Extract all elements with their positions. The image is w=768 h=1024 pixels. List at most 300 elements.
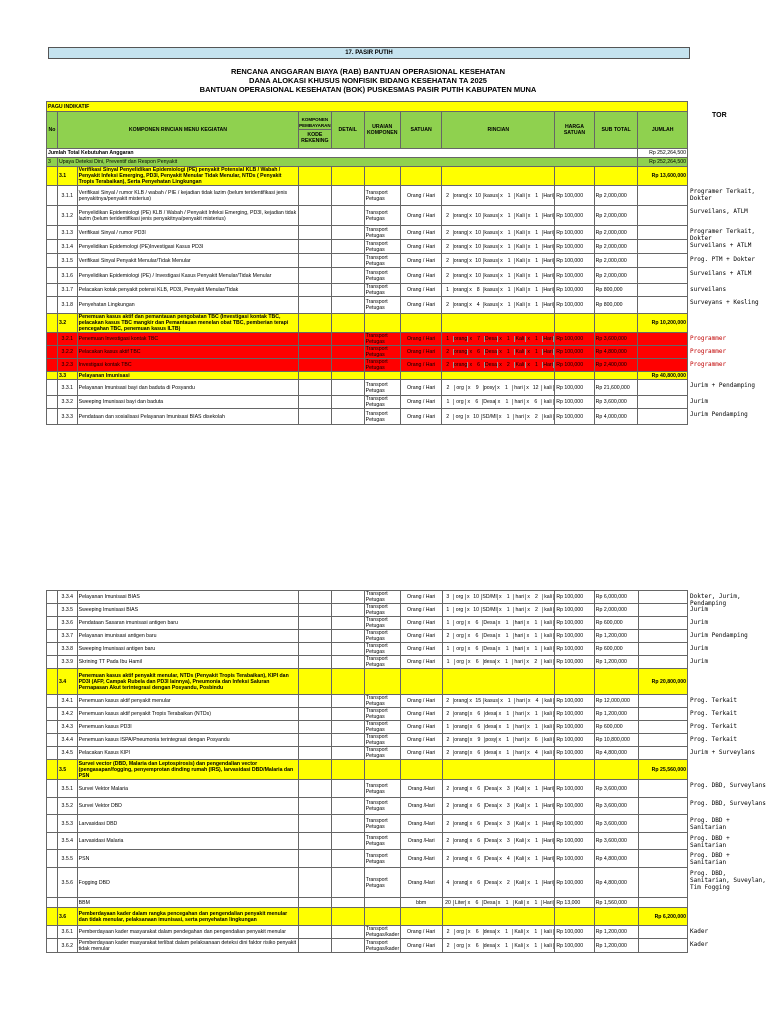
- row-spacer: [47, 409, 58, 425]
- item-harga: Rp 100,000: [555, 850, 594, 868]
- rincian-q3: 1: [502, 750, 514, 756]
- group-label: Penemuan kasus aktif penyakit menular, NTDs (Penyakit Tropis Terabaikan), KIPI dan PD3I (AFP, Campak Rubela dan PD3I lainnya), Pneumonia dan Infeksi Saluran Pernapasan Akut terintegrasi dengan Posyandu, Posbindu: [77, 669, 298, 695]
- kode-rekening-cell: [299, 617, 332, 630]
- kode-rekening-cell: [298, 409, 331, 425]
- rincian-q3: 3: [503, 838, 515, 844]
- item-satuan: Orang / Hari: [400, 297, 442, 314]
- group-label: Survei vector (DBD, Malaria dan Leptospirosis) dan pengendalian vector (pengasapan/fogging, penyemprotan dinding rumah (IRS), larvasidasi DBD/Malaria dan PSN: [77, 760, 298, 780]
- tor-note: surveilans: [690, 285, 727, 293]
- rincian-q3: 1: [504, 287, 515, 293]
- item-satuan: Orang / Hari: [400, 206, 442, 226]
- total-amount: Rp 252,264,500: [638, 149, 688, 158]
- rincian-u2: kasus: [484, 212, 498, 219]
- rincian-u1: org: [455, 385, 467, 391]
- multiply-sign: x: [527, 855, 531, 862]
- rincian-u1: orang: [453, 229, 468, 236]
- group-amount: Rp 25,560,000: [638, 760, 687, 780]
- table-row: [47, 346, 688, 359]
- rincian-u4: kali: [543, 698, 554, 704]
- tor-note: Prog. DBD, Surveylans: [690, 799, 766, 807]
- row-spacer: [47, 617, 58, 630]
- item-code: 3.2.2: [57, 346, 77, 359]
- kode-rekening-cell: [299, 898, 332, 908]
- item-jumlah: [638, 226, 688, 240]
- kode-rekening-cell: [299, 721, 332, 734]
- item-rincian: [442, 833, 555, 850]
- rincian-q2: 6: [473, 880, 485, 886]
- rincian-u4: kali: [542, 399, 554, 405]
- rincian-q4: 1: [531, 336, 543, 342]
- item-label: Pelayanan Imunisasi bayi dan baduta di Posyandu: [77, 380, 298, 396]
- tor-note: Prog. Terkait: [690, 722, 737, 730]
- detail-cell: [331, 939, 364, 953]
- item-jumlah: [638, 898, 687, 908]
- rincian-q4: 1: [531, 711, 543, 717]
- rincian-q4: 1: [532, 244, 543, 250]
- detail-cell: [331, 591, 364, 604]
- group-empty-cell: [594, 908, 638, 926]
- rincian-q3: 1: [502, 633, 514, 639]
- group-row: [47, 167, 688, 186]
- detail-cell: [331, 284, 364, 297]
- rincian-u2: Desa: [484, 785, 498, 792]
- col-kode-label: KODE REKENING: [301, 131, 329, 144]
- multiply-sign: x: [469, 349, 473, 355]
- rincian-q1: 2: [443, 929, 455, 935]
- multiply-sign: x: [527, 607, 530, 613]
- multiply-sign: x: [527, 785, 531, 792]
- multiply-sign: x: [467, 899, 471, 906]
- row-spacer: [47, 760, 58, 780]
- group-empty-cell: [442, 760, 555, 780]
- item-satuan: Orang / Hari: [400, 396, 442, 409]
- rincian-q2: 4: [473, 302, 484, 308]
- rincian-q2: 10: [473, 213, 484, 219]
- tor-note: Prog. Terkait: [690, 696, 737, 704]
- rincian-q1: 3: [443, 594, 455, 600]
- tor-note: Programmer: [690, 360, 727, 368]
- item-label: Larvasidasi DBD: [77, 815, 298, 833]
- item-jumlah: [638, 284, 688, 297]
- rincian-q1: 2: [442, 385, 454, 391]
- rincian-u4: Hari: [543, 287, 553, 293]
- rincian-u4: Hari: [543, 243, 553, 250]
- rincian-q2: 6: [473, 803, 485, 809]
- detail-cell: [331, 226, 364, 240]
- table-row: [47, 380, 688, 396]
- rincian-q1: 2: [443, 856, 455, 862]
- tor-note: Jurim: [690, 644, 709, 652]
- item-uraian: Transport Petugas: [364, 833, 400, 850]
- item-jumlah: [638, 695, 687, 708]
- group-empty-cell: [299, 760, 332, 780]
- group-empty-cell: [594, 669, 638, 695]
- rincian-q1: 2: [443, 633, 455, 639]
- item-rincian: [442, 926, 555, 939]
- item-rincian: [442, 780, 555, 798]
- item-subtotal: Rp 6,000,000: [594, 591, 638, 604]
- rincian-u2: desa: [485, 750, 497, 756]
- rincian-u3: Kali: [515, 785, 525, 792]
- item-harga: Rp 100,000: [555, 240, 594, 254]
- tor-note: Jurim Pendamping: [690, 410, 748, 418]
- item-rincian: [442, 604, 555, 617]
- rincian-q1: 1: [443, 659, 455, 665]
- item-uraian: Transport Petugas: [364, 656, 400, 669]
- detail-cell: [331, 630, 364, 643]
- col-rincian: RINCIAN: [442, 112, 555, 149]
- rincian-u3: hari: [513, 399, 525, 405]
- row-spacer: [47, 798, 58, 815]
- rincian-u1: Liter: [454, 899, 465, 906]
- multiply-sign: x: [469, 737, 473, 743]
- item-harga: Rp 100,000: [555, 798, 594, 815]
- table-row: [47, 747, 688, 760]
- item-subtotal: Rp 10,800,000: [594, 734, 638, 747]
- multiply-sign: x: [499, 838, 502, 844]
- rincian-q1: 2: [442, 414, 454, 420]
- row-spacer: [47, 708, 58, 721]
- kode-rekening-cell: [298, 206, 331, 226]
- row-spacer: [47, 604, 58, 617]
- item-satuan: Orang / Hari: [400, 284, 442, 297]
- document-heading-1: RENCANA ANGGARAN BIAYA (RAB) BANTUAN OPERASIONAL KESEHATAN: [230, 67, 506, 76]
- item-jumlah: [638, 617, 687, 630]
- rincian-u4: Hari: [543, 785, 553, 792]
- rincian-u3: hari: [514, 711, 526, 717]
- item-rincian: [442, 409, 555, 425]
- kode-rekening-cell: [298, 333, 331, 346]
- multiply-sign: x: [527, 594, 530, 600]
- table-row: [47, 226, 688, 240]
- rincian-q3: 3: [503, 821, 515, 827]
- item-uraian: Transport Petugas: [364, 747, 400, 760]
- rincian-q4: 1: [530, 929, 542, 935]
- group-empty-cell: [400, 372, 442, 380]
- tor-note: Prog. PTM + Dokter: [690, 255, 756, 263]
- document-heading-3: BANTUAN OPERASIONAL KESEHATAN (BOK) PUSKESMAS PASIR PUTIH KABUPATEN MUNA: [199, 85, 537, 94]
- item-rincian: [442, 346, 555, 359]
- rincian-u3: hari: [514, 646, 526, 652]
- rincian-u4: Hari: [543, 899, 553, 906]
- detail-cell: [331, 409, 364, 425]
- group-label: Verifikasi Sinyal Penyelidikan Epidemiologi (PE) penyakit Potensial KLB / Wabah / Penyakit Infeksi Emerging, PD3I, Penyakit Menular Tidak Menular, NTDs ( Penyakit Tropis Terabaikan), Serta Penyehatan Lingkungan: [77, 167, 298, 186]
- rincian-q3: 1: [501, 385, 513, 391]
- item-rincian: [442, 656, 555, 669]
- multiply-sign: x: [497, 646, 501, 652]
- multiply-sign: x: [499, 607, 502, 613]
- item-satuan: Orang /Hari: [400, 850, 442, 868]
- detail-cell: [331, 268, 364, 284]
- rincian-u1: orang: [454, 785, 468, 792]
- row-spacer: [47, 254, 58, 268]
- rincian-u1: orang: [454, 336, 468, 342]
- item-rincian: [442, 359, 555, 372]
- rincian-u3: hari: [515, 607, 525, 613]
- rincian-u3: Kali: [513, 943, 525, 949]
- rincian-u2: kasus: [484, 229, 498, 236]
- detail-cell: [331, 359, 364, 372]
- multiply-sign: x: [500, 272, 503, 279]
- item-uraian: Transport Petugas: [364, 396, 400, 409]
- rincian-u1: orang: [454, 820, 468, 827]
- kode-rekening-cell: [298, 396, 331, 409]
- rincian-u4: kali: [543, 750, 555, 756]
- item-satuan: Orang / Hari: [400, 630, 442, 643]
- item-label: Pelayanan imunisasi antigen baru: [77, 630, 298, 643]
- rincian-u1: orang: [454, 750, 468, 756]
- item-satuan: Orang / Hari: [400, 268, 442, 284]
- item-jumlah: [638, 721, 687, 734]
- multiply-sign: x: [469, 879, 473, 886]
- rincian-q4: 1: [531, 349, 543, 355]
- item-code: 3.6.1: [57, 926, 77, 939]
- rincian-q3: 2: [503, 362, 515, 368]
- item-harga: Rp 100,000: [555, 656, 594, 669]
- multiply-sign: x: [527, 413, 530, 420]
- item-uraian: Transport Petugas: [364, 604, 400, 617]
- pagu-label: PAGU INDIKATIF: [47, 102, 688, 112]
- kode-rekening-cell: [299, 591, 332, 604]
- multiply-sign: x: [499, 594, 502, 600]
- row-spacer: [47, 643, 58, 656]
- kode-rekening-cell: [299, 734, 332, 747]
- multiply-sign: x: [499, 855, 502, 862]
- item-code: 3.4.3: [57, 721, 77, 734]
- rincian-u1: orang: [453, 212, 468, 219]
- tor-note: Programer Terkait, Dokter: [690, 187, 756, 202]
- multiply-sign: x: [467, 633, 471, 639]
- rincian-u2: desa: [483, 929, 496, 935]
- tor-note: Programmer: [690, 334, 727, 342]
- rincian-u3: Kali: [516, 302, 525, 308]
- tor-note: Jurim: [690, 605, 709, 613]
- multiply-sign: x: [527, 711, 530, 717]
- group-empty-cell: [364, 760, 400, 780]
- multiply-sign: x: [500, 229, 503, 236]
- table-row: [47, 617, 688, 630]
- item-subtotal: Rp 600,000: [594, 721, 638, 734]
- multiply-sign: x: [499, 336, 502, 342]
- item-uraian: Transport Petugas: [364, 186, 400, 206]
- item-satuan: bbm: [400, 898, 442, 908]
- multiply-sign: x: [527, 302, 531, 308]
- rincian-q4: 1: [532, 302, 543, 308]
- rincian-q2: 6: [473, 786, 485, 792]
- item-satuan: Orang / Hari: [400, 186, 442, 206]
- item-harga: Rp 100,000: [555, 939, 594, 953]
- item-uraian: Transport Petugas: [364, 850, 400, 868]
- rincian-q3: 3: [503, 786, 515, 792]
- rincian-q3: 1: [503, 414, 515, 420]
- table-row: [47, 643, 688, 656]
- item-label: Pelacakan kotak penyakit potensi KLB, PD3I, Penyakit Menular/Tidak: [77, 284, 298, 297]
- item-satuan: Orang / Hari: [400, 359, 442, 372]
- rincian-q4: 1: [531, 724, 543, 730]
- rincian-u1: orang: [454, 711, 468, 717]
- tor-note: Surveilans + ATLM: [690, 241, 752, 249]
- row-spacer: [47, 284, 58, 297]
- rincian-q2: 6: [471, 620, 483, 626]
- rincian-u1: orang: [453, 192, 468, 199]
- tor-note: Prog. Terkait: [690, 709, 737, 717]
- row-spacer: [47, 346, 58, 359]
- document-heading-2: DANA ALOKASI KHUSUS NONFISIK BIDANG KESEHATAN TA 2025: [249, 76, 487, 85]
- item-harga: Rp 100,000: [555, 346, 594, 359]
- multiply-sign: x: [499, 879, 502, 886]
- rincian-u2: posy: [485, 737, 497, 743]
- rincian-u2: Desa: [484, 336, 497, 342]
- multiply-sign: x: [527, 803, 531, 809]
- item-subtotal: Rp 21,600,000: [594, 380, 638, 396]
- multiply-sign: x: [469, 257, 472, 264]
- item-code: 3.3.9: [57, 656, 77, 669]
- item-jumlah: [638, 591, 687, 604]
- item-label: Pelayanan Imunisasi BIAS: [77, 591, 298, 604]
- rincian-u4: Hari: [543, 349, 553, 355]
- rincian-u2: desa: [483, 942, 496, 949]
- item-subtotal: Rp 1,200,000: [594, 939, 638, 953]
- rincian-q2: 6: [473, 349, 485, 355]
- row-spacer: [47, 747, 58, 760]
- item-harga: Rp 100,000: [555, 186, 594, 206]
- item-satuan: Orang / Hari: [400, 747, 442, 760]
- item-satuan: Orang / Hari: [400, 656, 442, 669]
- rincian-q2: 10: [473, 273, 484, 279]
- item-subtotal: Rp 4,000,000: [594, 409, 638, 425]
- item-subtotal: Rp 3,600,000: [594, 396, 638, 409]
- row-spacer: [47, 695, 58, 708]
- rincian-q4: 4: [531, 750, 543, 756]
- item-satuan: Orang / Hari: [400, 333, 442, 346]
- item-code: [57, 898, 77, 908]
- rincian-q1: 1: [443, 607, 455, 613]
- item-code: 3.3.8: [57, 643, 77, 656]
- item-uraian: Transport Petugas: [364, 695, 400, 708]
- table-row: [47, 186, 688, 206]
- table-row: [47, 284, 688, 297]
- item-jumlah: [638, 268, 688, 284]
- group-empty-cell: [442, 314, 555, 333]
- row-spacer: [47, 630, 58, 643]
- table-row: [47, 656, 688, 669]
- multiply-sign: x: [526, 384, 529, 391]
- rincian-u1: org: [454, 620, 466, 626]
- rincian-u2: kasus: [484, 302, 498, 308]
- multiply-sign: x: [469, 272, 472, 279]
- row-spacer: [47, 372, 58, 380]
- item-jumlah: [638, 708, 687, 721]
- group-code: 3.4: [57, 669, 77, 695]
- group-row: [47, 372, 688, 380]
- rincian-q2: 9: [474, 737, 486, 743]
- multiply-sign: x: [500, 302, 503, 308]
- multiply-sign: x: [526, 633, 530, 639]
- item-rincian: [442, 815, 555, 833]
- multiply-sign: x: [469, 336, 473, 342]
- table-row: [47, 721, 688, 734]
- table-row: [47, 409, 688, 425]
- rincian-u4: Hari: [543, 192, 553, 199]
- rincian-u3: Kali: [513, 929, 525, 935]
- table-row: [47, 833, 688, 850]
- multiply-sign: x: [498, 724, 502, 730]
- rincian-q2: 10: [473, 244, 484, 250]
- multiply-sign: x: [527, 192, 531, 199]
- item-satuan: Orang / Hari: [400, 380, 442, 396]
- multiply-sign: x: [467, 929, 471, 935]
- rincian-u1: orang: [454, 362, 468, 368]
- item-code: 3.5.2: [57, 798, 77, 815]
- item-label: Pemberdayaan kader masyarakat dalam pendegahan dan pengendalian penyakit menular: [77, 926, 298, 939]
- group-empty-cell: [331, 167, 364, 186]
- rincian-u4: Hari: [543, 302, 553, 308]
- item-satuan: Orang / Hari: [400, 226, 442, 240]
- item-code: 3.1.7: [57, 284, 77, 297]
- table-row: [47, 268, 688, 284]
- group-empty-cell: [442, 372, 555, 380]
- item-rincian: [442, 643, 555, 656]
- rincian-q2: 10: [473, 193, 484, 199]
- rincian-u3: Kali: [514, 900, 526, 906]
- rincian-q4: 2: [531, 607, 543, 613]
- row-spacer: [47, 591, 58, 604]
- item-code: 3.2.1: [57, 333, 77, 346]
- col-harga-satuan: HARGA SATUAN: [555, 112, 594, 149]
- rincian-q3: 1: [502, 900, 514, 906]
- item-uraian: Transport Petugas: [364, 798, 400, 815]
- group-empty-cell: [594, 760, 638, 780]
- multiply-sign: x: [527, 698, 531, 704]
- group-empty-cell: [555, 908, 594, 926]
- tor-note: Jurim: [690, 657, 709, 665]
- rincian-q2: 6: [472, 929, 484, 935]
- rincian-u1: org: [454, 633, 466, 639]
- item-harga: Rp 100,000: [555, 284, 594, 297]
- item-uraian: Transport Petugas: [364, 346, 400, 359]
- item-jumlah: [638, 656, 687, 669]
- rincian-u1: org: [454, 646, 466, 652]
- rincian-q4: 1: [532, 273, 543, 279]
- rincian-u1: orang: [454, 803, 468, 809]
- item-subtotal: Rp 4,800,000: [594, 850, 638, 868]
- multiply-sign: x: [467, 646, 471, 652]
- item-jumlah: [638, 815, 687, 833]
- total-label: Jumlah Total Kebutuhan Anggaran: [47, 149, 638, 158]
- item-code: 3.5.1: [57, 780, 77, 798]
- detail-cell: [331, 333, 364, 346]
- col-jumlah: JUMLAH: [638, 112, 688, 149]
- rincian-u4: Hari: [543, 820, 553, 827]
- multiply-sign: x: [500, 698, 503, 704]
- item-harga: Rp 100,000: [555, 604, 594, 617]
- multiply-sign: x: [527, 336, 530, 342]
- multiply-sign: x: [500, 192, 503, 199]
- multiply-sign: x: [466, 594, 470, 600]
- item-label: Sweeping Imunisasi bayi dan baduta: [77, 396, 298, 409]
- item-code: 3.5.5: [57, 850, 77, 868]
- item-satuan: Orang /Hari: [400, 868, 442, 898]
- multiply-sign: x: [526, 399, 530, 405]
- rincian-u1: orang: [454, 855, 468, 862]
- rincian-q3: 1: [503, 594, 515, 600]
- item-subtotal: Rp 4,800,000: [594, 346, 638, 359]
- item-satuan: Orang / Hari: [400, 346, 442, 359]
- multiply-sign: x: [469, 698, 472, 704]
- kode-rekening-cell: [298, 284, 331, 297]
- rincian-u4: Hari: [543, 257, 553, 264]
- item-harga: Rp 100,000: [555, 630, 594, 643]
